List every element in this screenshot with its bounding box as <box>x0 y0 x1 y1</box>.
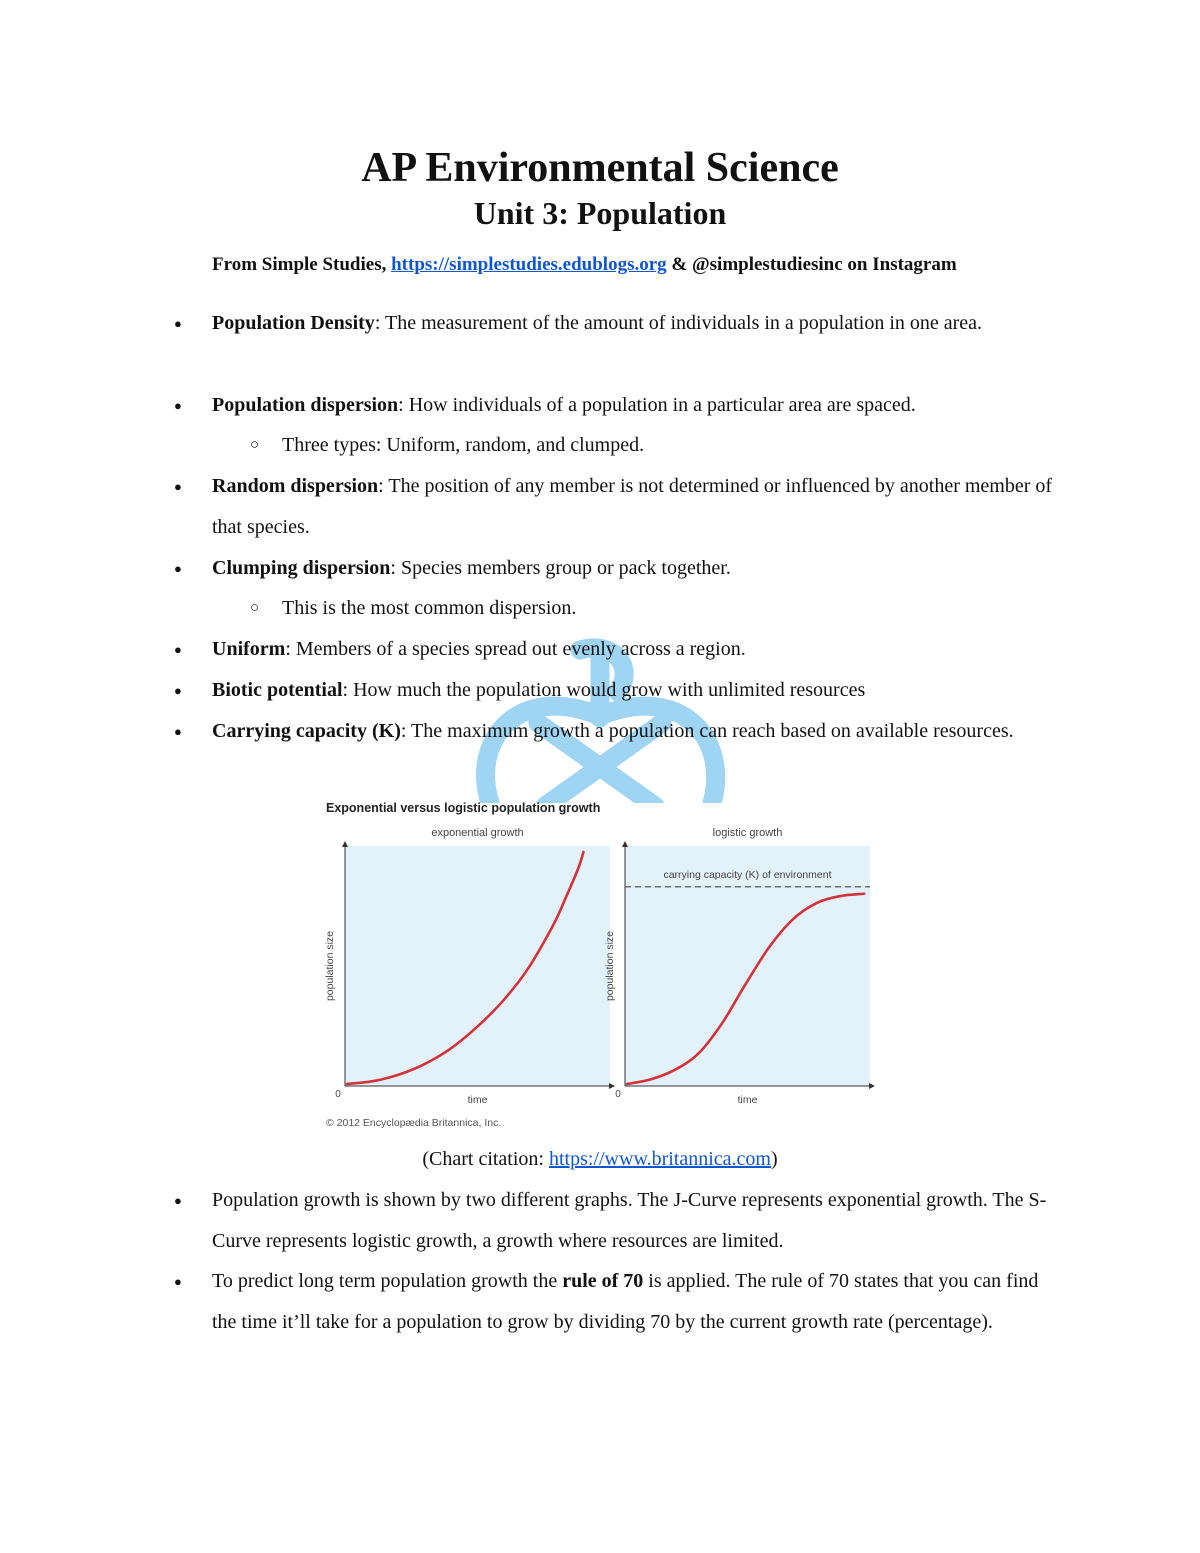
term: Random dispersion <box>212 475 379 497</box>
list-item <box>212 548 1062 589</box>
page-subtitle: Unit 3: Population <box>473 195 727 231</box>
definition: : The maximum growth a population can reach based on available resources. <box>400 720 1014 742</box>
definition: : The position of any member is not determined or influenced by another member of that species. <box>212 475 1053 538</box>
growth-chart <box>320 796 880 1132</box>
definition: : Members of a species spread out evenly across a region. <box>285 638 746 660</box>
source-prefix: From Simple Studies, <box>212 254 392 275</box>
term: Clumping dispersion <box>212 557 391 579</box>
term: Population Density <box>212 312 375 334</box>
sub-list-item: ○ This is the most common dispersion. <box>282 588 1062 629</box>
list-item <box>212 670 1062 711</box>
list-item <box>212 1261 1062 1343</box>
definition: : Species members group or pack together. <box>390 557 731 579</box>
definition: : How individuals of a population in a particular area are spaced. <box>398 394 916 416</box>
carrying-capacity-label: carrying capacity (K) of environment <box>663 868 832 881</box>
simplestudies-link[interactable]: https://simplestudies.edublogs.org <box>391 254 667 275</box>
britannica-link[interactable]: https://www.britannica.com <box>548 1148 771 1170</box>
plot-area <box>625 846 870 1086</box>
source-suffix: & @simplestudiesinc on Instagram <box>666 254 957 275</box>
chart-title: Exponential versus logistic population growth <box>326 801 601 815</box>
term: Carrying capacity (K) <box>212 720 401 742</box>
y-axis-arrow-icon <box>342 841 348 847</box>
panel-title: logistic growth <box>712 827 783 839</box>
term: Population dispersion <box>212 394 399 416</box>
list-item <box>212 303 1062 344</box>
growth-chart-figure <box>320 796 880 1132</box>
x-axis-label: time <box>737 1094 758 1106</box>
x-axis-arrow-icon <box>869 1083 875 1089</box>
citation-prefix: (Chart citation: <box>422 1148 549 1170</box>
definition: : How much the population would grow with unlimited resources <box>342 679 866 701</box>
rule-text-start: To predict long term population growth the <box>212 1270 563 1292</box>
list-item <box>212 466 1062 548</box>
plot-area <box>345 846 610 1086</box>
citation-suffix: ) <box>770 1148 778 1170</box>
x-axis-arrow-icon <box>609 1083 615 1089</box>
y-axis-label: population size <box>604 930 616 1002</box>
origin-label: 0 <box>615 1089 621 1100</box>
term: Uniform <box>212 638 286 660</box>
rule-of-70-term: rule of 70 <box>562 1270 644 1292</box>
y-axis-label: population size <box>324 930 336 1002</box>
x-axis-label: time <box>467 1094 488 1106</box>
list-item <box>212 385 1062 426</box>
chart-citation <box>0 1146 1200 1172</box>
source-line <box>212 252 957 278</box>
definition: : The measurement of the amount of individuals in a population in one area. <box>374 312 983 334</box>
origin-label: 0 <box>335 1089 341 1100</box>
chart-copyright: © 2012 Encyclopædia Britannica, Inc. <box>326 1117 502 1129</box>
sub-list-item: ○ Three types: Uniform, random, and clumped. <box>282 425 1062 466</box>
page-title: AP Environmental Science <box>361 145 839 191</box>
y-axis-arrow-icon <box>622 841 628 847</box>
panel-title: exponential growth <box>431 827 524 839</box>
rule-text-end: is applied. The rule of 70 states that you can find the time it’ll take for a population to grow by dividing 70 by the current growth rate (percentage). <box>212 1270 1039 1333</box>
list-item <box>212 629 1062 670</box>
list-item <box>212 711 1062 752</box>
list-item: ● Population growth is shown by two different graphs. The J-Curve represents exponential growth. The S-Curve represents logistic growth, a growth where resources are limited. <box>212 1180 1062 1262</box>
term: Biotic potential <box>212 679 343 701</box>
